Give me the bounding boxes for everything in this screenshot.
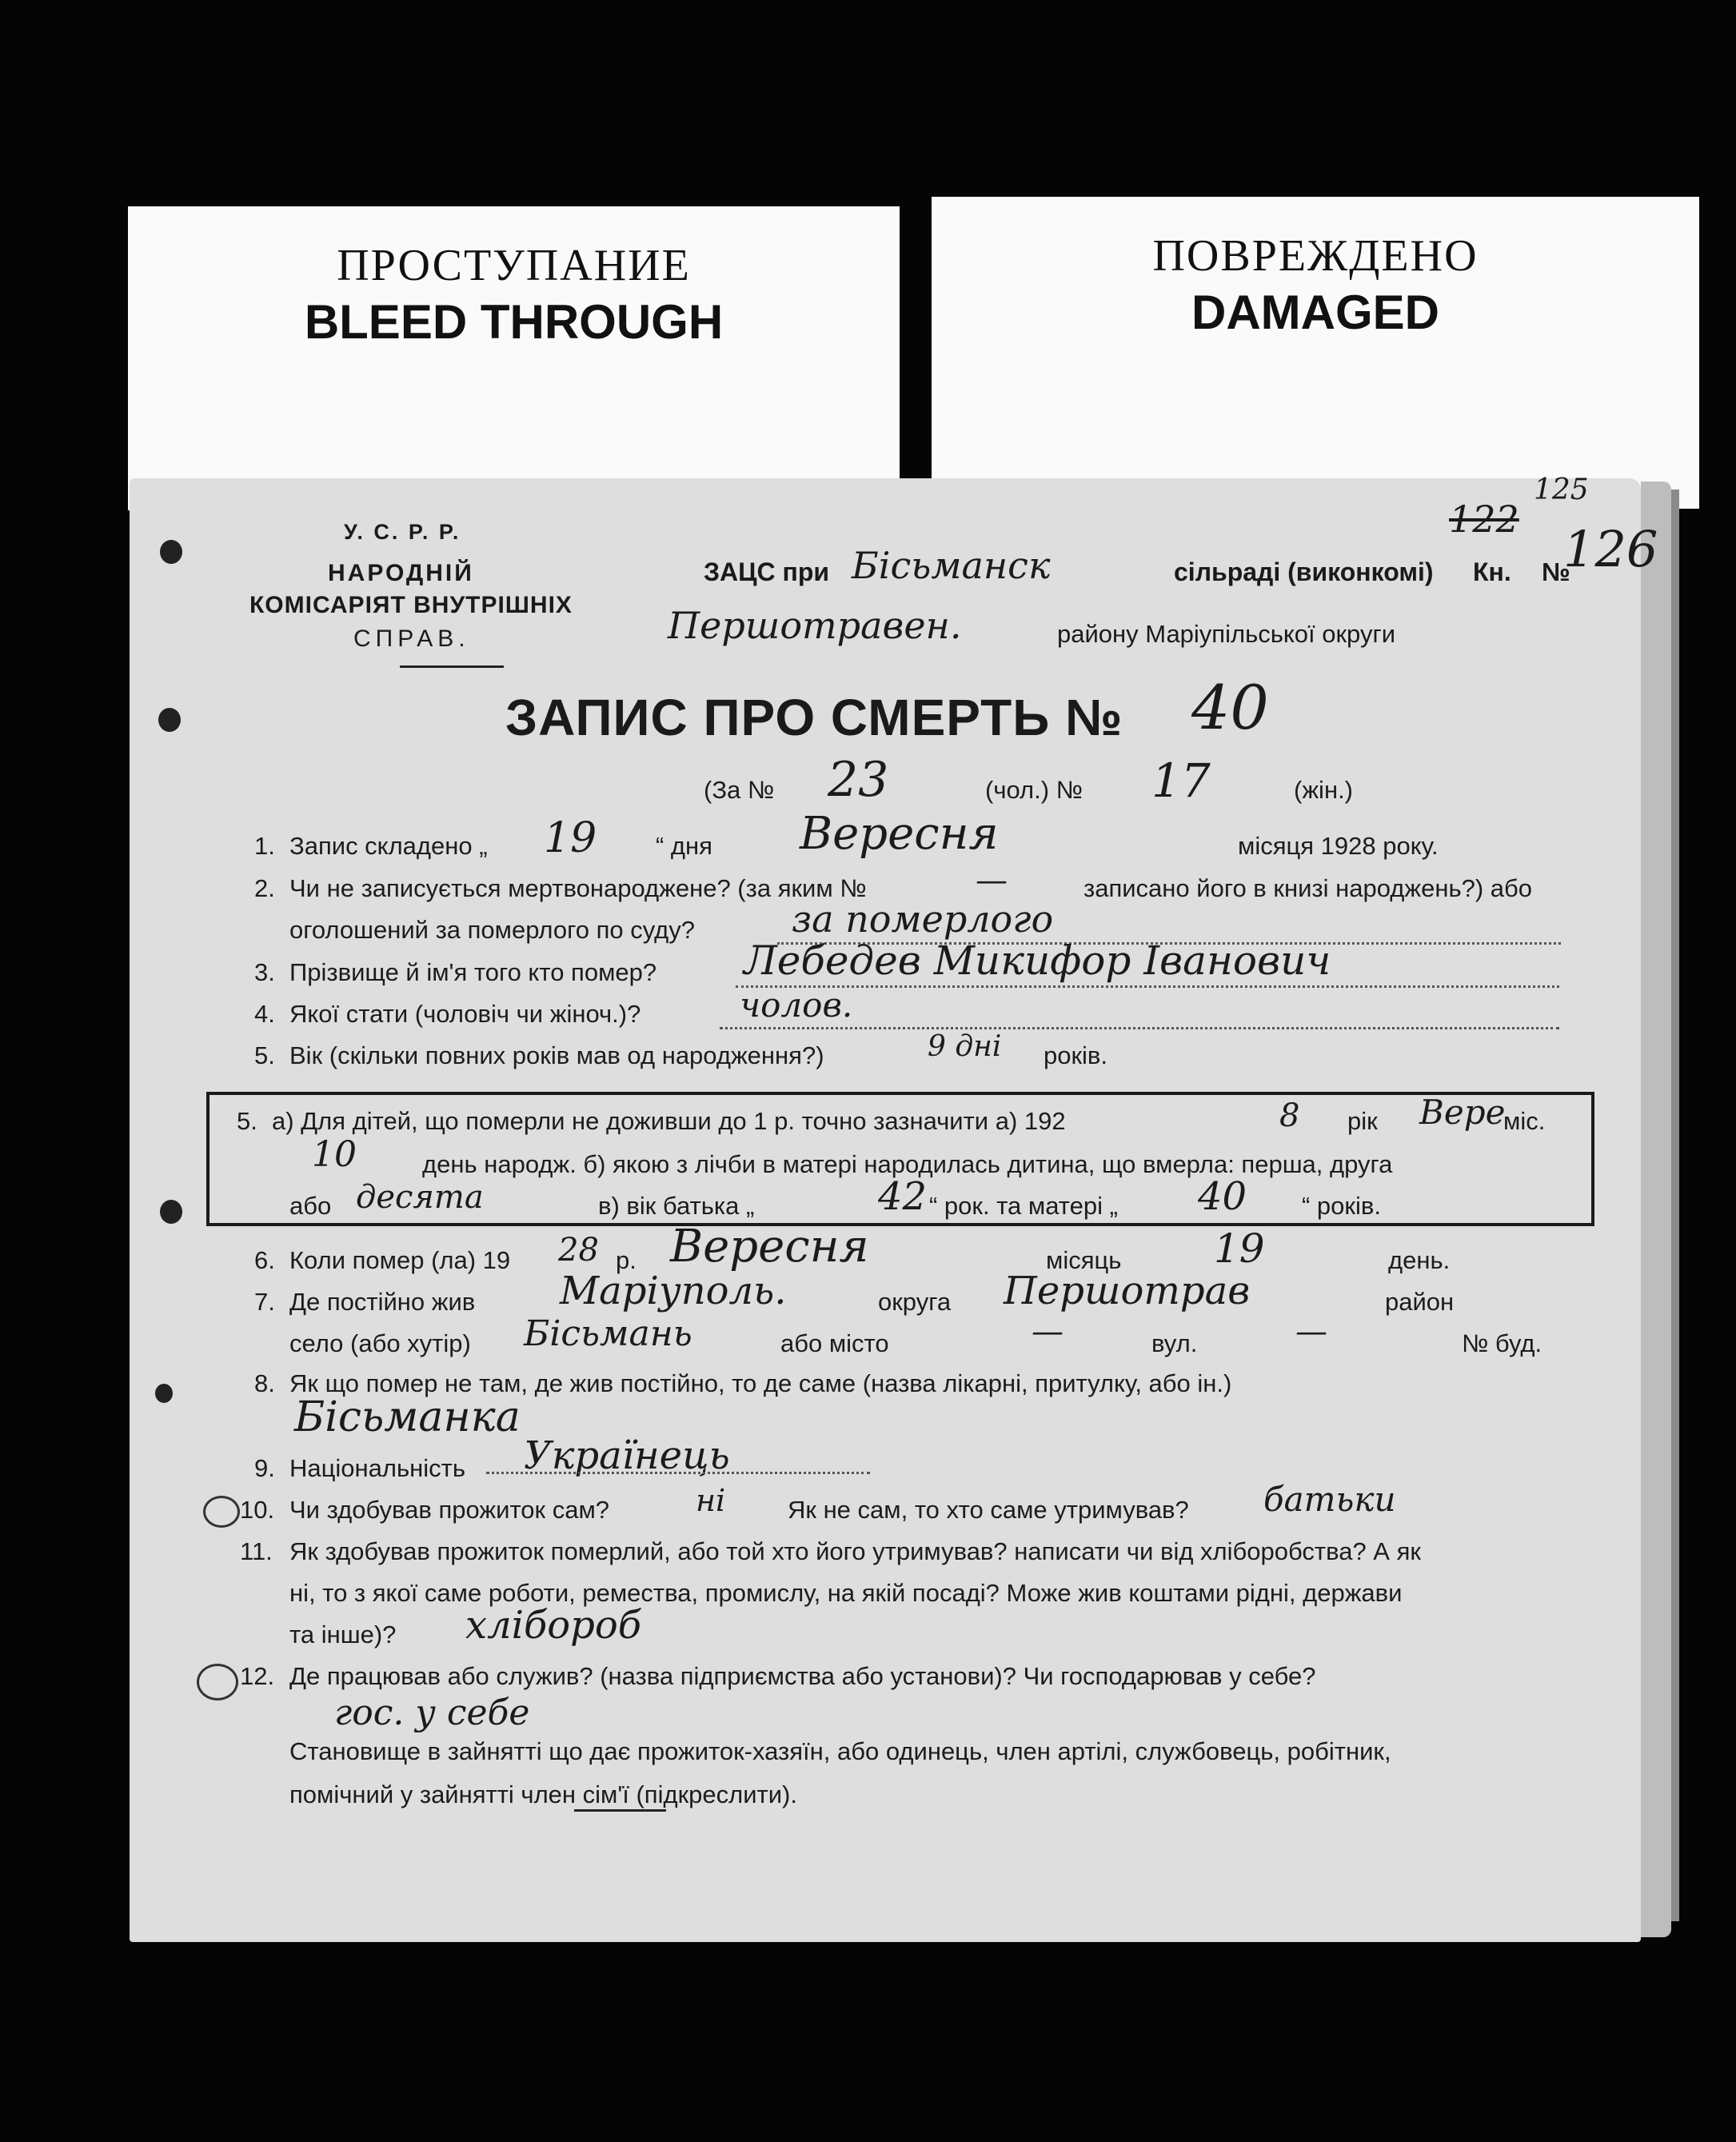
row-6-label-b: р. <box>616 1246 637 1274</box>
male-count: 23 <box>828 752 889 808</box>
row-6-label-d: день. <box>1388 1246 1451 1274</box>
row-5-label-a: Вік (скільки повних років мав од народження?) <box>289 1041 824 1069</box>
row-2-num: 2. <box>254 874 275 902</box>
row-12-label-a: Де працював або служив? (назва підприємства або установи)? Чи господарював у себе? <box>289 1662 1316 1690</box>
row-10-label-b: Як не сам, то хто саме утримував? <box>788 1496 1189 1524</box>
row-11-label-b: ні, то з якої саме роботи, ремества, промислу, на якій посаді? Може жив коштами рідні, держави <box>289 1579 1403 1607</box>
org-underline <box>400 665 504 668</box>
row-1-num: 1. <box>254 832 275 860</box>
row-11-value: хлібороб <box>465 1603 642 1648</box>
count-label: (За № <box>704 776 775 804</box>
row-10-value2: батьки <box>1263 1480 1396 1519</box>
row-5a-mother-age: 40 <box>1198 1174 1247 1219</box>
row-2b-value: за померлого <box>792 897 1054 941</box>
raion-handwritten: Першотравен. <box>668 604 962 647</box>
row-5a-num: 5. <box>237 1107 257 1135</box>
bleed-through-ru: ПРОСТУПАНИЕ <box>337 241 691 290</box>
row-7b-label-c: вул. <box>1151 1329 1198 1357</box>
row-3-value: Лебедев Микифор Іванович <box>744 937 1331 984</box>
page-stack-edge <box>1641 482 1671 1937</box>
row-1-label-a: Запис складено „ <box>289 832 488 860</box>
row-8-value: Бісьманка <box>294 1393 521 1441</box>
row-5a-father-age: 42 <box>878 1174 928 1219</box>
punch-hole <box>160 540 182 564</box>
ussr-abbrev: У. С. Р. Р. <box>344 520 461 544</box>
punch-hole <box>158 708 181 732</box>
row-2-label-b: записано його в книзі народжень?) або <box>1084 874 1533 902</box>
row-5a-label-a: а) Для дітей, що померли не доживши до 1 р. точно зазначити а) 192 <box>272 1107 1066 1135</box>
zags-village-handwritten: Бісьманск <box>852 544 1051 587</box>
row-3-num: 3. <box>254 958 275 986</box>
row-5a-label-e: або <box>289 1192 332 1220</box>
row-7-num: 7. <box>254 1288 275 1316</box>
org-line-3: СПРАВ. <box>353 625 470 652</box>
row-5a-year-digit: 8 <box>1279 1097 1300 1134</box>
zags-prefix: ЗАЦС при <box>704 557 830 586</box>
row-5a-order: десята <box>356 1179 484 1216</box>
row-6-year: 28 <box>558 1232 599 1269</box>
dotted-line <box>720 1027 1559 1029</box>
row-4-label: Якої стати (чоловіч чи жіноч.)? <box>289 1000 641 1028</box>
row-10-label-a: Чи здобував прожиток сам? <box>289 1496 610 1524</box>
row-7b-vul: — <box>1295 1313 1327 1350</box>
row-2-label-a: Чи не записується мертвонароджене? (за яким № <box>289 874 867 902</box>
book-label: Кн. <box>1473 557 1511 586</box>
row-7b-misto: — <box>1032 1313 1064 1350</box>
row-6-label-a: Коли помер (ла) 19 <box>289 1246 511 1274</box>
page-stack-shadow <box>1671 490 1679 1921</box>
row-3-label: Прізвище й ім'я того кто помер? <box>289 958 657 986</box>
row-1-month: Вересня <box>800 808 999 860</box>
org-line-2: КОМІСАРІЯТ ВНУТРІШНІХ <box>249 592 573 618</box>
row-7b-label-a: село (або хутір) <box>289 1329 471 1357</box>
row-8-label: Як що помер не там, де жив постійно, то де саме (назва лікарні, притулку, або ін.) <box>289 1369 1232 1397</box>
row-7b-label-b: або місто <box>780 1329 889 1357</box>
zags-suffix: сільраді (виконкомі) <box>1174 557 1434 586</box>
row-7-label-b: округа <box>878 1288 952 1316</box>
dotted-line <box>486 1472 870 1474</box>
bleed-through-card <box>128 206 900 510</box>
org-line-1: НАРОДНІЙ <box>328 560 474 586</box>
row-12-num: 12. <box>240 1662 275 1690</box>
book-number-top: 125 <box>1534 474 1589 506</box>
row-6-month: Вересня <box>670 1221 869 1273</box>
underline-member <box>574 1809 666 1812</box>
row-2b-label: оголошений за померлого по суду? <box>289 916 696 944</box>
row-7-okruha: Маріуполь. <box>560 1269 787 1313</box>
row-4-num: 4. <box>254 1000 275 1028</box>
row-11-label-a: Як здобував прожиток померлий, або той хто його утримував? написати чи від хліборобства? А як <box>289 1537 1421 1565</box>
row-12-label-b: Становище в зайнятті що дає прожиток-хазяїн, або одинець, член артілі, службовець, робітник, <box>289 1737 1391 1765</box>
damage-mark <box>203 1496 240 1528</box>
row-9-value: Українець <box>524 1433 730 1478</box>
bleed-through-en: BLEED THROUGH <box>304 295 724 349</box>
row-7b-label-d: № буд. <box>1462 1329 1542 1357</box>
row-5a-label-g: “ рок. та матері „ <box>929 1192 1118 1220</box>
punch-hole <box>155 1384 173 1403</box>
row-6-day: 19 <box>1214 1225 1265 1272</box>
row-5a-label-c: міс. <box>1503 1107 1546 1135</box>
punch-hole <box>160 1200 182 1224</box>
row-7-label-c: район <box>1385 1288 1455 1316</box>
row-1-day: 19 <box>544 814 597 862</box>
damaged-en: DAMAGED <box>1191 286 1439 339</box>
row-7b-selo: Бісьмань <box>524 1313 692 1354</box>
book-no-label: № <box>1542 557 1570 586</box>
row-7-label-a: Де постійно жив <box>289 1288 476 1316</box>
row-1-label-b: “ дня <box>656 832 712 860</box>
male-label: (чол.) № <box>985 776 1083 804</box>
row-9-label: Національність <box>289 1454 465 1482</box>
book-number-old: 122 <box>1449 498 1519 541</box>
damaged-card <box>932 197 1699 509</box>
row-8-num: 8. <box>254 1369 275 1397</box>
row-5a-month: Вере <box>1419 1093 1506 1132</box>
book-number: 126 <box>1563 520 1658 578</box>
raion-suffix: району Маріупільської округи <box>1057 620 1396 648</box>
damaged-ru: ПОВРЕЖДЕНО <box>1152 231 1479 281</box>
page-title: ЗАПИС ПРО СМЕРТЬ № <box>505 689 1123 746</box>
row-5a-label-b: рік <box>1347 1107 1378 1135</box>
record-number: 40 <box>1191 672 1269 743</box>
row-6-num: 6. <box>254 1246 275 1274</box>
row-11-label-c: та інше)? <box>289 1620 397 1648</box>
row-5-label-b: років. <box>1044 1041 1108 1069</box>
row-11-num: 11. <box>240 1537 273 1565</box>
damage-mark <box>197 1664 238 1700</box>
row-5-num: 5. <box>254 1041 275 1069</box>
female-count: 17 <box>1151 753 1211 808</box>
female-label: (жін.) <box>1294 776 1354 804</box>
row-5a-label-f: в) вік батька „ <box>598 1192 755 1220</box>
row-7-raion: Першотрав <box>1004 1269 1251 1313</box>
row-9-num: 9. <box>254 1454 275 1482</box>
dotted-line <box>736 985 1559 988</box>
row-12-label-c: помічний у зайнятті член сім'ї (підкреслити). <box>289 1780 797 1808</box>
row-1-label-c: місяця 1928 року. <box>1238 832 1439 860</box>
row-10-num: 10. <box>240 1496 275 1524</box>
row-12-value: гос. у себе <box>334 1692 530 1733</box>
row-5a-day: 10 <box>312 1134 357 1175</box>
row-2-value: — <box>976 862 1008 899</box>
row-5a-label-h: “ років. <box>1302 1192 1381 1220</box>
row-10-value: ні <box>696 1483 726 1518</box>
row-6-label-c: місяць <box>1046 1246 1122 1274</box>
row-4-value: чолов. <box>740 985 853 1025</box>
row-5-value: 9 дні <box>928 1030 1002 1063</box>
row-5a-label-d: день народж. б) якою з лічби в матері народилась дитина, що вмерла: перша, друга <box>422 1150 1393 1178</box>
